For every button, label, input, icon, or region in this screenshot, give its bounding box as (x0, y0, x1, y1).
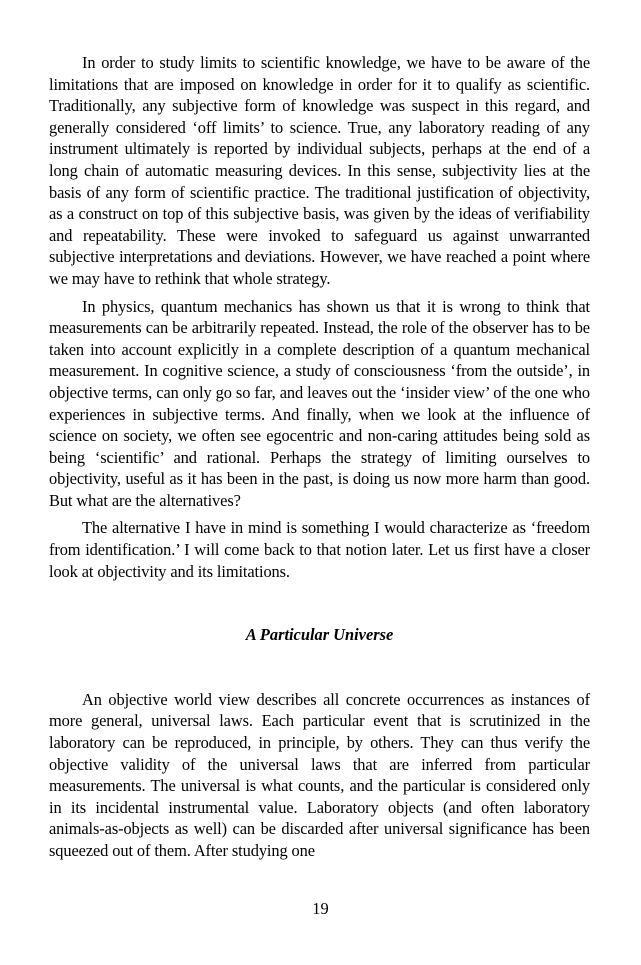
page-body (49, 52, 590, 862)
paragraph: The alternative I have in mind is something I would characterize as ‘freedom from identification.’ I will come back to that notion later. Let us first have a closer look at objectivity and its limitations. (49, 518, 590, 581)
paragraph: An objective world view describes all concrete occurrences as instances of more general, universal laws. Each particular event that is scrutinized in the laboratory can be reproduced, in principle, by others. They can thus verify the objective validity of the universal laws that are inferred from particular measurements. The universal is what counts, and the particular is considered only in its incidental instrumental value. Laboratory objects (and often laboratory animals-as-objects as well) can be discarded after universal significance has been squeezed out of them. After studying one (49, 689, 590, 860)
section-heading: A Particular Universe (245, 625, 394, 645)
paragraph: In order to study limits to scientific knowledge, we have to be aware of the limitations that are imposed on knowledge in order for it to qualify as scientific. Traditionally, any subjective form of knowledge was suspect in this regard, and generally considered ‘off limits’ to science. True, any laboratory reading of any instrument ultimately is reported by individual subjects, perhaps at the end of a long chain of automatic measuring devices. In this sense, subjectivity lies at the basis of any form of scientific practice. The traditional justification of objectivity, as a construct on top of this subjective basis, was given by the ideas of verifiability and repeatability. These were invoked to safeguard us against unwarranted subjective interpretations and deviations. However, we have reached a point where we may have to rethink that whole strategy. (49, 53, 590, 288)
paragraph: In physics, quantum mechanics has shown us that it is wrong to think that measurements can be arbitrarily repeated. Instead, the role of the observer has to be taken into account explicitly in a complete description of a quantum mechanical measurement. In cognitive science, a study of consciousness ‘from the outside’, in objective terms, can only go so far, and leaves out the ‘insider view’ of the one who experiences in subjective terms. And finally, when we look at the influence of science on society, we often see egocentric and non-caring attitudes being sold as being ‘scientific’ and rational. Perhaps the strategy of limiting ourselves to objectivity, useful as it has been in the past, is doing us now more harm than good. But what are the alternatives? (49, 296, 590, 510)
page-number: 19 (312, 899, 329, 918)
